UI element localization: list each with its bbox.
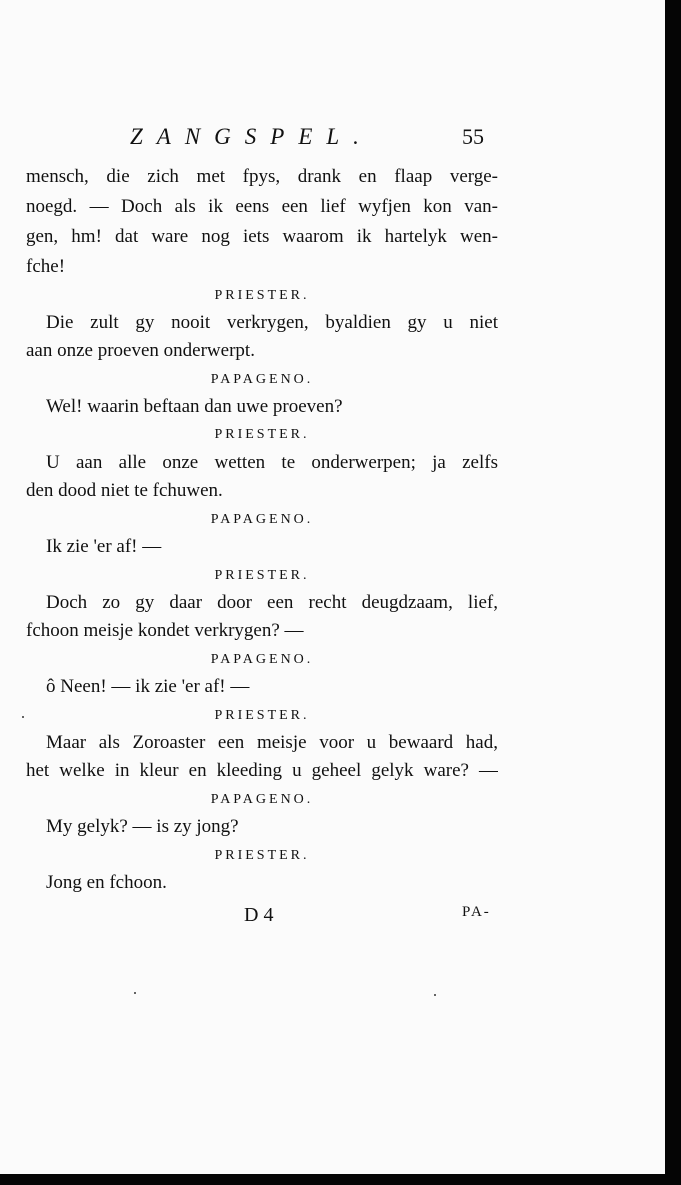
paper-speck bbox=[22, 716, 24, 718]
text-line: My gelyk? — is zy jong? bbox=[46, 816, 239, 837]
speaker-heading: PRIESTER. bbox=[214, 708, 310, 723]
text-line: aan onze proeven onderwerpt. bbox=[26, 340, 255, 361]
speaker-heading: PAPAGENO. bbox=[210, 372, 314, 387]
running-head: ZANGSPEL. bbox=[130, 124, 373, 149]
text-line: Doch zo gy daar door een recht deugdzaam, lief, bbox=[46, 592, 498, 613]
text-line: fche! bbox=[26, 256, 66, 277]
text-line: Maar als Zoroaster een meisje voor u bewaard had, bbox=[46, 732, 498, 753]
speaker-heading: PAPAGENO. bbox=[210, 652, 314, 667]
speaker-heading: PAPAGENO. bbox=[210, 792, 314, 807]
text-line: U aan alle onze wetten te onderwerpen; ja zelfs bbox=[46, 452, 498, 473]
text-line: den dood niet te fchuwen. bbox=[26, 480, 223, 501]
scan-edge-bottom bbox=[0, 1174, 681, 1185]
text-line: het welke in kleur en kleeding u geheel gelyk ware? — bbox=[26, 760, 498, 781]
speaker-heading: PRIESTER. bbox=[214, 848, 310, 863]
text-line: gen, hm! dat ware nog iets waarom ik hartelyk wen- bbox=[26, 226, 498, 247]
text-line: mensch, die zich met fpys, drank en flaap verge- bbox=[26, 166, 498, 187]
speaker-heading: PRIESTER. bbox=[214, 288, 310, 303]
speaker-heading: PAPAGENO. bbox=[210, 512, 314, 527]
catchword: PA- bbox=[462, 904, 491, 920]
text-line: ô Neen! — ik zie 'er af! — bbox=[46, 676, 250, 697]
paper-speck bbox=[434, 994, 436, 996]
scan-edge-right bbox=[665, 0, 681, 1185]
signature-mark: D 4 bbox=[244, 904, 274, 926]
text-line: noegd. — Doch als ik eens een lief wyfjen kon van- bbox=[26, 196, 498, 217]
text-line: Die zult gy nooit verkrygen, byaldien gy u niet bbox=[46, 312, 498, 333]
page-number: 55 bbox=[462, 124, 484, 149]
text-line: Wel! waarin beftaan dan uwe proeven? bbox=[46, 396, 343, 417]
speaker-heading: PRIESTER. bbox=[214, 427, 310, 442]
paper-speck bbox=[134, 992, 136, 994]
text-line: fchoon meisje kondet verkrygen? — bbox=[26, 620, 304, 641]
text-line: Ik zie 'er af! — bbox=[46, 536, 162, 557]
speaker-heading: PRIESTER. bbox=[214, 568, 310, 583]
text-line: Jong en fchoon. bbox=[46, 872, 167, 893]
